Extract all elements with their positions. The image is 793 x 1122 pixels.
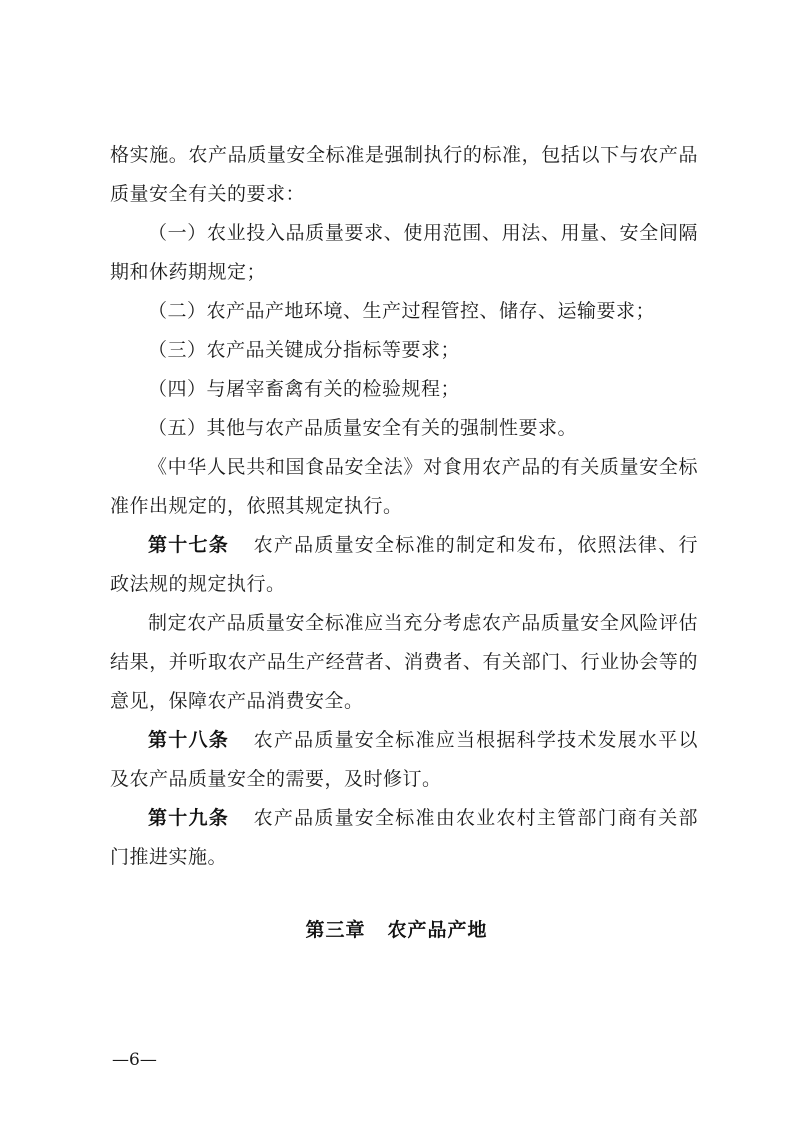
paragraph-text: （五）其他与农产品质量安全有关的强制性要求。 (148, 417, 578, 439)
chapter-title: 农产品产地 (387, 919, 488, 941)
paragraph-text: 农产品质量安全标准应当根据科学技术发展水平以及农产品质量安全的需要，及时修订。 (110, 729, 698, 790)
paragraph-text: 《中华人民共和国食品安全法》对食用农产品的有关质量安全标准作出规定的，依照其规定执行。 (110, 456, 698, 517)
paragraph (110, 409, 698, 448)
page-number: —6— (112, 1050, 157, 1070)
article-number: 第十七条 (148, 534, 229, 556)
article-number: 第十八条 (148, 729, 229, 751)
paragraph-text: 格实施。农产品质量安全标准是强制执行的标准，包括以下与农产品质量安全有关的要求： (110, 144, 698, 205)
paragraph-text: 制定农产品质量安全标准应当充分考虑农产品质量安全风险评估结果，并听取农产品生产经营者、消费者、有关部门、行业协会等的意见，保障农产品消费安全。 (110, 612, 698, 712)
paragraph (110, 292, 698, 331)
paragraph (110, 799, 698, 877)
paragraph (110, 604, 698, 721)
paragraph (110, 331, 698, 370)
paragraph (110, 721, 698, 799)
paragraph (110, 526, 698, 604)
body-text (110, 136, 698, 877)
paragraph (110, 214, 698, 292)
paragraph-text: （一）农业投入品质量要求、使用范围、用法、用量、安全间隔期和休药期规定； (110, 222, 698, 283)
paragraph-text: 农产品质量安全标准的制定和发布，依照法律、行政法规的规定执行。 (110, 534, 698, 595)
chapter-heading (0, 915, 793, 942)
paragraph (110, 448, 698, 526)
paragraph (110, 136, 698, 214)
paragraph-text: （三）农产品关键成分指标等要求； (148, 339, 461, 361)
paragraph-text: 农产品质量安全标准由农业农村主管部门商有关部门推进实施。 (110, 807, 698, 868)
paragraph (110, 370, 698, 409)
article-number: 第十九条 (148, 807, 229, 829)
paragraph-text: （二）农产品产地环境、生产过程管控、储存、运输要求； (148, 300, 656, 322)
chapter-number: 第三章 (305, 919, 366, 941)
paragraph-text: （四）与屠宰畜禽有关的检验规程； (148, 378, 461, 400)
